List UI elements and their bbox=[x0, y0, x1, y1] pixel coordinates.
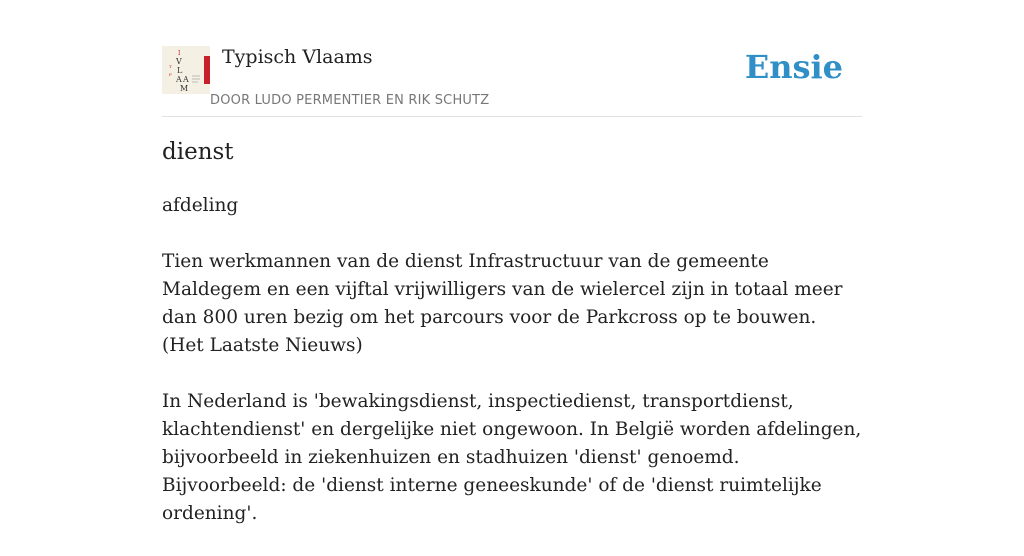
svg-text:A: A bbox=[183, 75, 189, 84]
entry-title: dienst bbox=[162, 139, 234, 165]
book-title[interactable]: Typisch Vlaams bbox=[222, 46, 373, 68]
entry-explanation: In Nederland is 'bewakingsdienst, inspectiedienst, transportdienst, klachtendienst' en dergelijke niet ongewoon. In België worden afdelingen, bijvoorbeeld in ziekenhuizen en stadhuizen 'dienst' genoemd. Bijvoorbeeld: de 'dienst interne geneeskunde' of de 'dienst ruimtelijke ordening'. bbox=[162, 391, 862, 524]
svg-text:A: A bbox=[176, 75, 182, 84]
svg-text:L: L bbox=[177, 66, 183, 75]
ensie-logo[interactable]: Ensie bbox=[744, 48, 843, 86]
svg-text:M: M bbox=[180, 84, 189, 93]
svg-text:I: I bbox=[178, 50, 181, 57]
book-authors: DOOR LUDO PERMENTIER EN RIK SCHUTZ bbox=[210, 93, 490, 108]
svg-text:T: T bbox=[169, 64, 172, 69]
svg-text:V: V bbox=[176, 57, 182, 66]
svg-text:P: P bbox=[169, 72, 172, 77]
entry-definition: afdeling bbox=[162, 195, 239, 216]
entry-example bbox=[162, 248, 867, 360]
header bbox=[162, 0, 862, 117]
example-source: (Het Laatste Nieuws) bbox=[162, 335, 363, 356]
book-cover-icon[interactable] bbox=[162, 46, 210, 94]
page-container bbox=[162, 0, 862, 524]
example-quote: Tien werkmannen van de dienst Infrastructuur van de gemeente Maldegem en een vijftal vrijwilligers van de wielercel zijn in totaal meer dan 800 uren bezig om het parcours voor de Parkcross op te bouwen. bbox=[162, 251, 843, 328]
entry-body bbox=[162, 192, 867, 556]
